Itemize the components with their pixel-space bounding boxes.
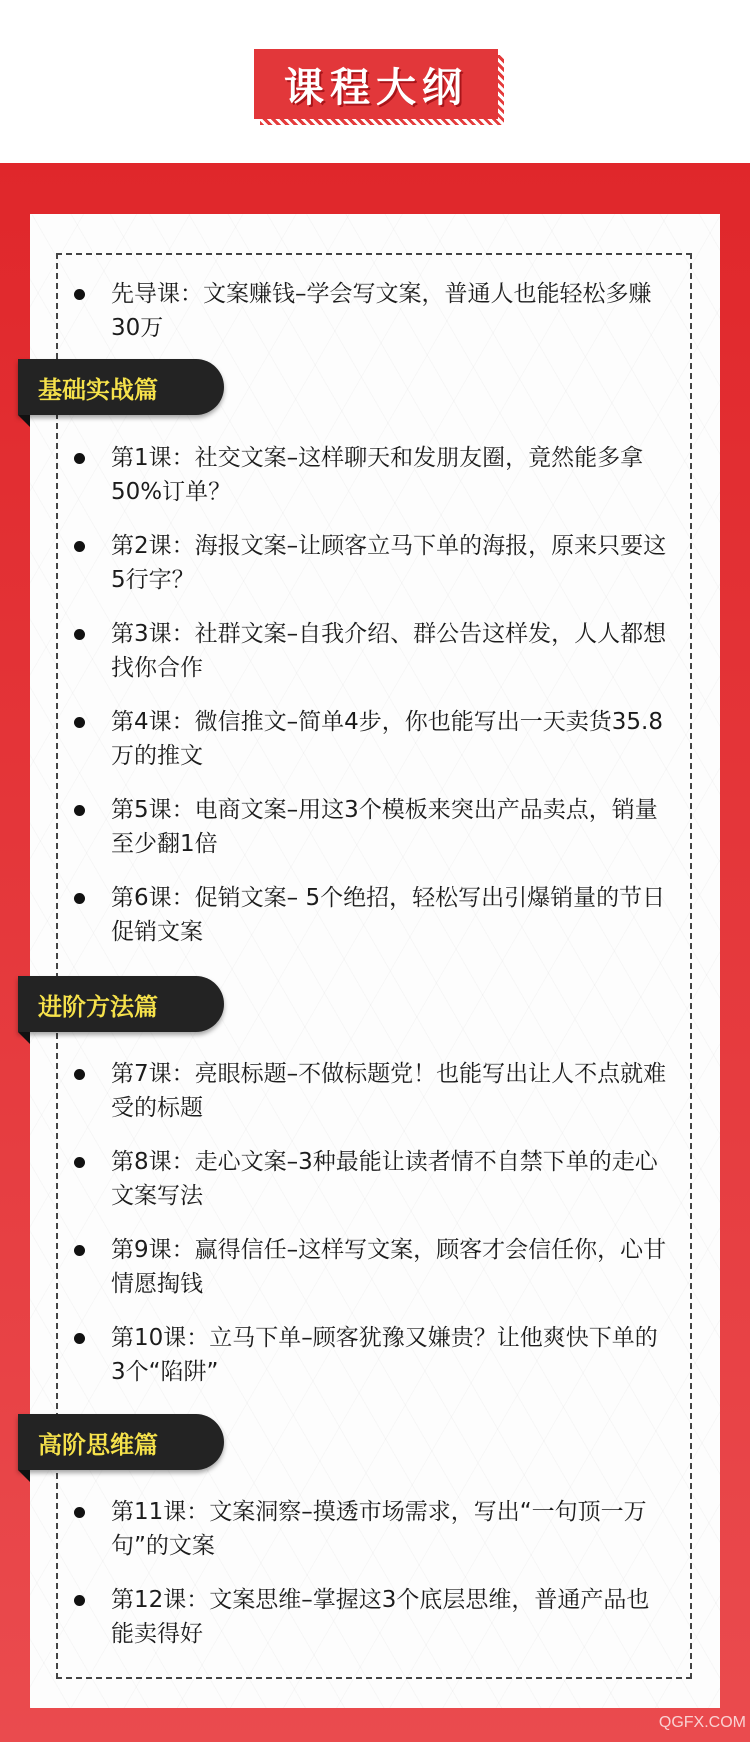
ribbon-fold-icon: [18, 1032, 30, 1044]
bullet-icon: [74, 1069, 85, 1080]
lesson-text: 第2课：海报文案–让顾客立马下单的海报，原来只要这5行字？: [111, 533, 667, 593]
lesson-text: 第1课：社交文案–这样聊天和发朋友圈，竟然能多拿50%订单？: [111, 445, 644, 505]
watermark: QGFX.COM: [658, 1714, 746, 1731]
lesson-text: 第6课：促销文案– 5个绝招，轻松写出引爆销量的节日促销文案: [111, 885, 666, 945]
bullet-icon: [74, 1245, 85, 1256]
section-label-basic: [18, 359, 224, 415]
section-label-text: 基础实战篇: [18, 359, 224, 415]
bullet-icon: [74, 1507, 85, 1518]
ribbon-fold-icon: [18, 415, 30, 427]
lesson-text: 第12课：文案思维–掌握这3个底层思维，普通产品也能卖得好: [111, 1587, 650, 1647]
lesson-text: 第4课：微信推文–简单4步，你也能写出一天卖货35.8万的推文: [111, 709, 663, 769]
bullet-icon: [74, 1157, 85, 1168]
bullet-icon: [74, 453, 85, 464]
bullet-icon: [74, 717, 85, 728]
section-label-text: 进阶方法篇: [18, 976, 224, 1032]
bullet-icon: [74, 629, 85, 640]
bullet-icon: [74, 805, 85, 816]
bullet-icon: [74, 541, 85, 552]
lesson-text: 第8课：走心文案–3种最能让读者情不自禁下单的走心文案写法: [111, 1149, 658, 1209]
section-label-advanced: [18, 976, 224, 1032]
lesson-text: 第11课：文案洞察–摸透市场需求，写出“一句顶一万句”的文案: [111, 1499, 647, 1559]
lesson-text: 第7课：亮眼标题–不做标题党！也能写出让人不点就难受的标题: [111, 1061, 667, 1121]
bullet-icon: [74, 1333, 85, 1344]
page-title: 课程大纲: [254, 49, 498, 119]
bullet-icon: [74, 289, 85, 300]
lesson-text: 第3课：社群文案–自我介绍、群公告这样发，人人都想找你合作: [111, 621, 667, 681]
title-badge: [254, 49, 504, 125]
bullet-icon: [74, 1595, 85, 1606]
intro-text: 先导课：文案赚钱–学会写文案，普通人也能轻松多赚30万: [111, 281, 652, 341]
bullet-icon: [74, 893, 85, 904]
section-label-expert: [18, 1414, 224, 1470]
ribbon-fold-icon: [18, 1470, 30, 1482]
lesson-text: 第10课：立马下单–顾客犹豫又嫌贵？让他爽快下单的3个“陷阱”: [111, 1325, 658, 1385]
section-label-text: 高阶思维篇: [18, 1414, 224, 1470]
lesson-text: 第9课：赢得信任–这样写文案，顾客才会信任你，心甘情愿掏钱: [111, 1237, 667, 1297]
lesson-text: 第5课：电商文案–用这3个模板来突出产品卖点，销量至少翻1倍: [111, 797, 658, 857]
